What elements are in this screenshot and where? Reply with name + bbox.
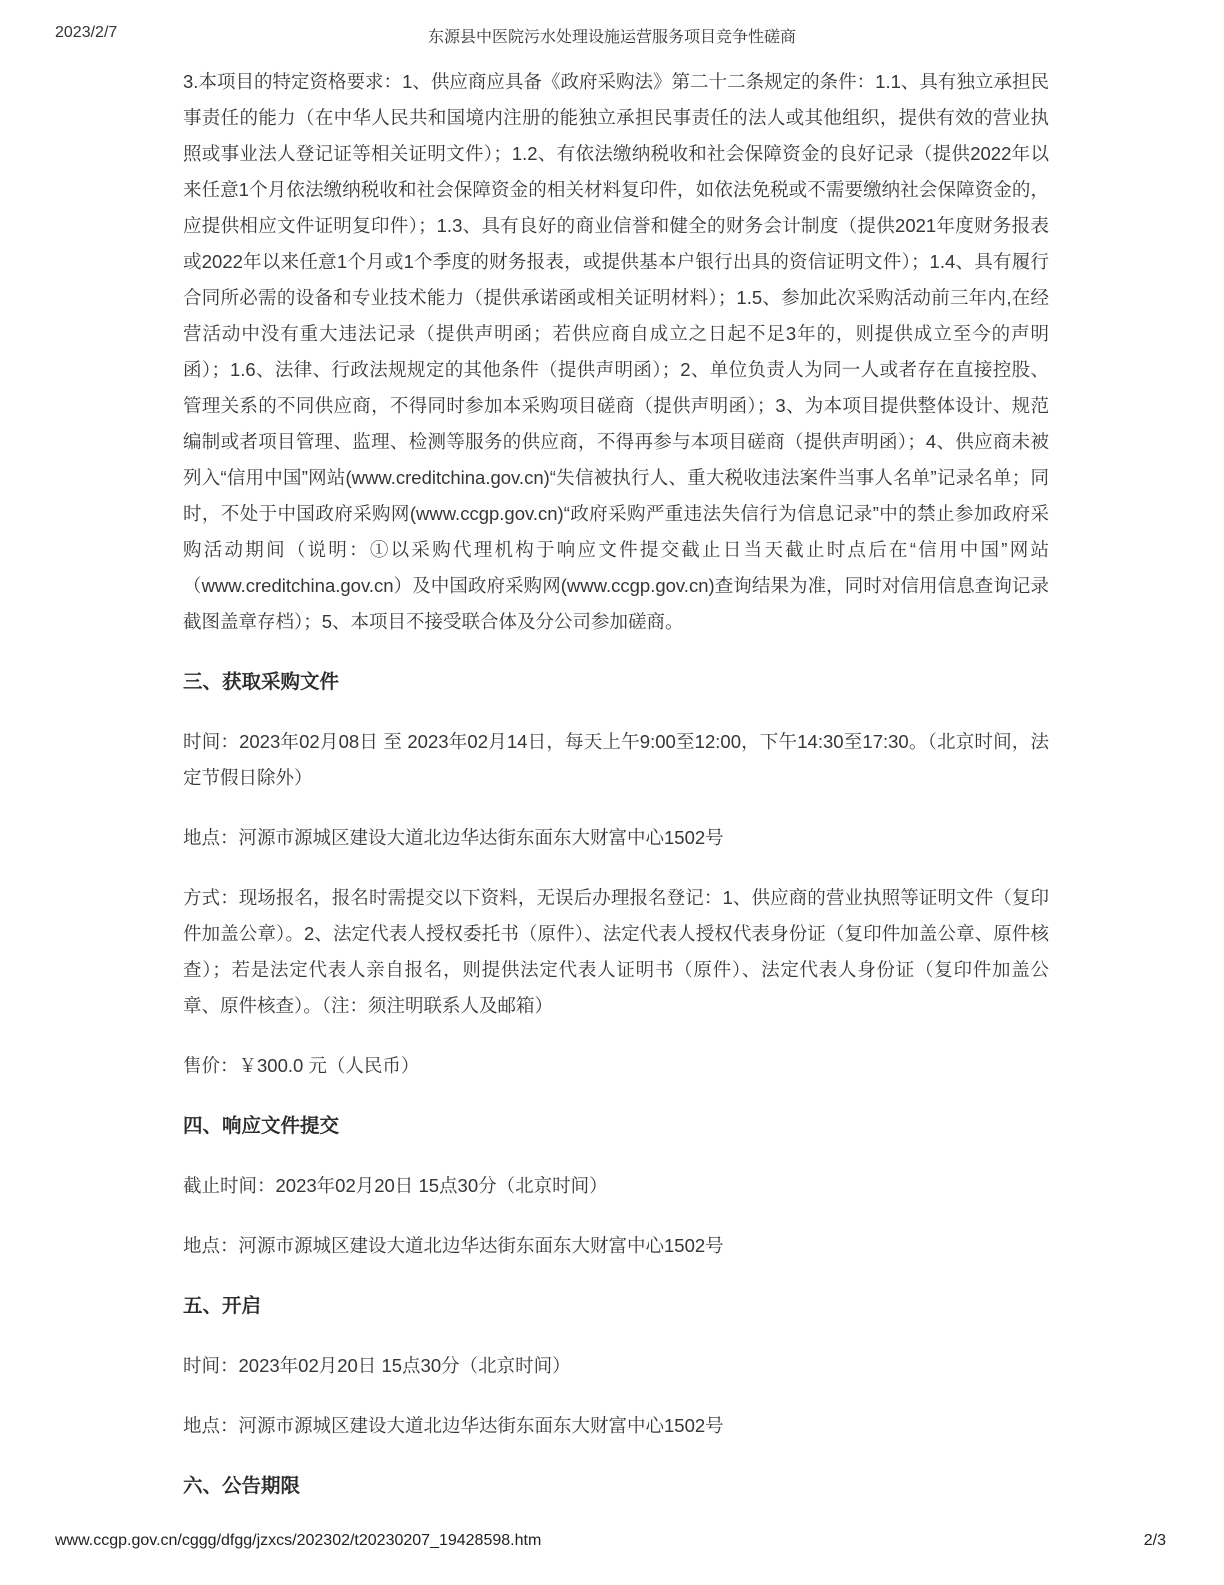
header-date: 2023/2/7 <box>55 24 118 41</box>
heading-section-3-obtain-documents: 三、获取采购文件 <box>183 671 340 693</box>
footer-source-url: www.ccgp.gov.cn/cggg/dfgg/jzxcs/202302/t20230207_19428598.htm <box>55 1532 542 1549</box>
paragraph-obtain-location: 地点：河源市源城区建设大道北边华达街东面东大财富中心1502号 <box>183 827 724 848</box>
print-header <box>0 24 1224 46</box>
paragraph-qualification-requirements: 3.本项目的特定资格要求：1、供应商应具备《政府采购法》第二十二条规定的条件：1.1、具有独立承担民事责任的能力（在中华人民共和国境内注册的能独立承担民事责任的法人或其他组织，提供有效的营业执照或事业法人登记证等相关证明文件）；1.2、有依法缴纳税收和社会保障资金的良好记录（提供2022年以来任意1个月依法缴纳税收和社会保障资金的相关材料复印件，如依法免税或不需要缴纳社会保障资金的，应提供相应文件证明复印件）；1.3、具有良好的商业信誉和健全的财务会计制度（提供2021年度财务报表或2022年以来任意1个月或1个季度的财务报表，或提供基本户银行出具的资信证明文件）；1.4、具有履行合同所必需的设备和专业技术能力（提供承诺函或相关证明材料）；1.5、参加此次采购活动前三年内,在经营活动中没有重大违法记录（提供声明函；若供应商自成立之日起不足3年的，则提供成立至今的声明函）；1.6、法律、行政法规规定的其他条件（提供声明函）；2、单位负责人为同一人或者存在直接控股、管理关系的不同供应商，不得同时参加本采购项目磋商（提供声明函）；3、为本项目提供整体设计、规范编制或者项目管理、监理、检测等服务的供应商，不得再参与本项目磋商（提供声明函）；4、供应商未被列入“信用中国”网站(www.creditchina.gov.cn)“失信被执行人、重大税收违法案件当事人名单”记录名单；同时，不处于中国政府采购网(www.ccgp.gov.cn)“政府采购严重违法失信行为信息记录”中的禁止参加政府采购活动期间（说明：①以采购代理机构于响应文件提交截止日当天截止时点后在“信用中国”网站（www.creditchina.gov.cn）及中国政府采购网(www.ccgp.gov.cn)查询结果为准，同时对信用信息查询记录截图盖章存档）；5、本项目不接受联合体及分公司参加磋商。 <box>183 71 1049 632</box>
paragraph-obtain-time: 时间：2023年02月08日 至 2023年02月14日，每天上午9:00至12:00，下午14:30至17:30。（北京时间，法定节假日除外） <box>183 731 1049 788</box>
print-footer <box>55 1532 1166 1554</box>
paragraph-submission-deadline: 截止时间：2023年02月20日 15点30分（北京时间） <box>183 1175 608 1196</box>
footer-page-number: 2/3 <box>1143 1532 1166 1549</box>
heading-section-6-announcement-period: 六、公告期限 <box>183 1475 301 1497</box>
heading-section-5-opening: 五、开启 <box>183 1295 262 1317</box>
paragraph-document-price: 售价：￥300.0 元（人民币） <box>183 1055 420 1076</box>
document-body <box>183 64 1049 1528</box>
heading-section-4-response-submission: 四、响应文件提交 <box>183 1115 340 1137</box>
paragraph-opening-location: 地点：河源市源城区建设大道北边华达街东面东大财富中心1502号 <box>183 1415 724 1436</box>
paragraph-opening-time: 时间：2023年02月20日 15点30分（北京时间） <box>183 1355 571 1376</box>
paragraph-submission-location: 地点：河源市源城区建设大道北边华达街东面东大财富中心1502号 <box>183 1235 724 1256</box>
paragraph-obtain-method: 方式：现场报名，报名时需提交以下资料，无误后办理报名登记：1、供应商的营业执照等证明文件（复印件加盖公章）。2、法定代表人授权委托书（原件）、法定代表人授权代表身份证（复印件加盖公章、原件核查）；若是法定代表人亲自报名，则提供法定代表人证明书（原件）、法定代表人身份证（复印件加盖公章、原件核查）。（注：须注明联系人及邮箱） <box>183 887 1049 1016</box>
header-document-title: 东源县中医院污水处理设施运营服务项目竞争性磋商 <box>427 29 796 46</box>
